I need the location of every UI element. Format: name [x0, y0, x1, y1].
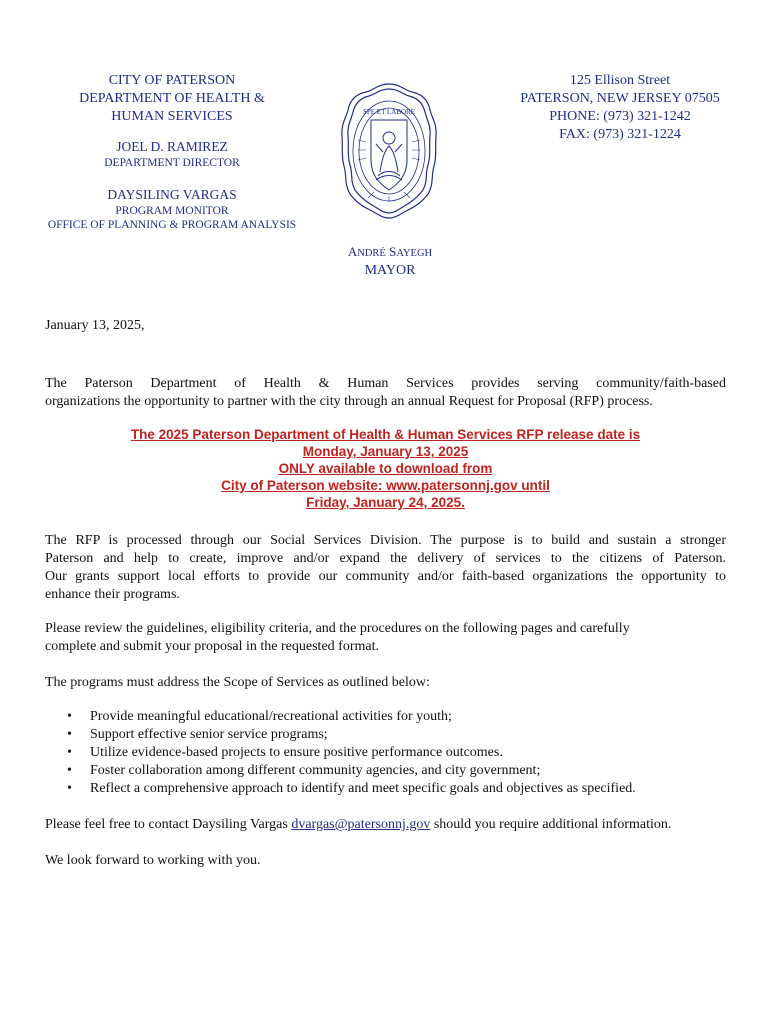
contact-paragraph — [45, 816, 726, 834]
address-street: 125 Ellison Street — [569, 73, 671, 88]
address-city: PATERSON, NEW JERSEY 07505 — [520, 91, 720, 106]
review-line-1: Please review the guidelines, eligibility criteria, and the procedures on the following pages and carefully — [45, 621, 630, 636]
bullet-icon: • — [67, 745, 72, 760]
city-name: CITY OF PATERSON — [108, 73, 236, 88]
scope-intro: The programs must address the Scope of Services as outlined below: — [45, 675, 430, 690]
list-item — [45, 780, 726, 798]
notice-line: The 2025 Paterson Department of Health & Human Services RFP release date is — [130, 427, 641, 442]
list-item — [45, 762, 726, 780]
scope-list — [45, 708, 726, 798]
letterhead-right — [470, 72, 770, 144]
contact-prefix: Please feel free to contact Daysiling Vargas — [45, 817, 292, 832]
notice-line: Monday, January 13, 2025 — [302, 444, 469, 459]
contact-suffix: should you require additional information. — [430, 817, 672, 832]
mayor-first-initial: A — [347, 244, 358, 259]
rfp-line: Paterson and help to create, improve and/or expand the delivery of services to the citizens of Paterson. — [45, 551, 726, 566]
mayor-last-initial: S — [389, 244, 397, 259]
director-title: DEPARTMENT DIRECTOR — [104, 157, 240, 169]
list-item-text: Foster collaboration among different community agencies, and city government; — [90, 763, 541, 778]
fax-number: FAX: (973) 321-1224 — [559, 127, 681, 142]
mayor-first-rest: NDRÉ — [357, 248, 386, 259]
notice-line: City of Paterson website: www.patersonnj.gov until — [221, 478, 550, 493]
bullet-icon: • — [67, 781, 72, 796]
list-item-text: Reflect a comprehensive approach to identify and meet specific goals and objectives as specified. — [90, 781, 636, 796]
seal-motto: SPE ET LABORE — [363, 108, 415, 116]
intro-paragraph — [45, 375, 726, 411]
list-item — [45, 744, 726, 762]
list-item — [45, 726, 726, 744]
phone-number: PHONE: (973) 321-1242 — [549, 109, 691, 124]
list-item-text: Support effective senior service programs; — [90, 727, 328, 742]
rfp-line: Our grants support local efforts to provide our community and/or faith-based organizations the opportunity to — [45, 569, 726, 584]
mayor-block — [300, 244, 480, 280]
letter-date: January 13, 2025, — [45, 318, 145, 333]
mayor-name — [300, 244, 480, 262]
notice-line: Friday, January 24, 2025. — [306, 495, 465, 510]
notice-line: ONLY available to download from — [278, 461, 493, 476]
mayor-last-rest: AYEGH — [396, 248, 433, 259]
review-paragraph — [45, 620, 726, 656]
mayor-title: MAYOR — [364, 263, 416, 278]
bullet-icon: • — [67, 709, 72, 724]
bullet-icon: • — [67, 763, 72, 778]
director-name: JOEL D. RAMIREZ — [116, 139, 228, 154]
review-line-2: complete and submit your proposal in the requested format. — [45, 639, 379, 654]
rfp-release-notice — [45, 426, 726, 511]
letterhead-left — [44, 72, 300, 232]
department-line-1: DEPARTMENT OF HEALTH & — [79, 91, 265, 106]
seal-graphic — [338, 80, 440, 222]
department-line-2: HUMAN SERVICES — [111, 109, 233, 124]
rfp-line: The RFP is processed through our Social Services Division. The purpose is to build and sustain a stronger — [45, 533, 726, 548]
intro-line-2: organizations the opportunity to partner with the city through an annual Request for Proposal (RFP) process. — [45, 394, 653, 409]
intro-line-1: The Paterson Department of Health & Human Services provides serving community/faith-based — [45, 376, 726, 391]
list-item-text: Utilize evidence-based projects to ensure positive performance outcomes. — [90, 745, 503, 760]
city-seal — [338, 80, 440, 222]
monitor-name: DAYSILING VARGAS — [107, 187, 237, 202]
rfp-paragraph — [45, 532, 726, 604]
bullet-icon: • — [67, 727, 72, 742]
list-item-text: Provide meaningful educational/recreational activities for youth; — [90, 709, 452, 724]
closing-line: We look forward to working with you. — [45, 853, 261, 868]
list-item — [45, 708, 726, 726]
contact-email-link[interactable]: dvargas@patersonnj.gov — [291, 817, 431, 832]
monitor-office: OFFICE OF PLANNING & PROGRAM ANALYSIS — [47, 219, 297, 231]
rfp-line: enhance their programs. — [45, 587, 180, 602]
monitor-title: PROGRAM MONITOR — [115, 205, 229, 217]
